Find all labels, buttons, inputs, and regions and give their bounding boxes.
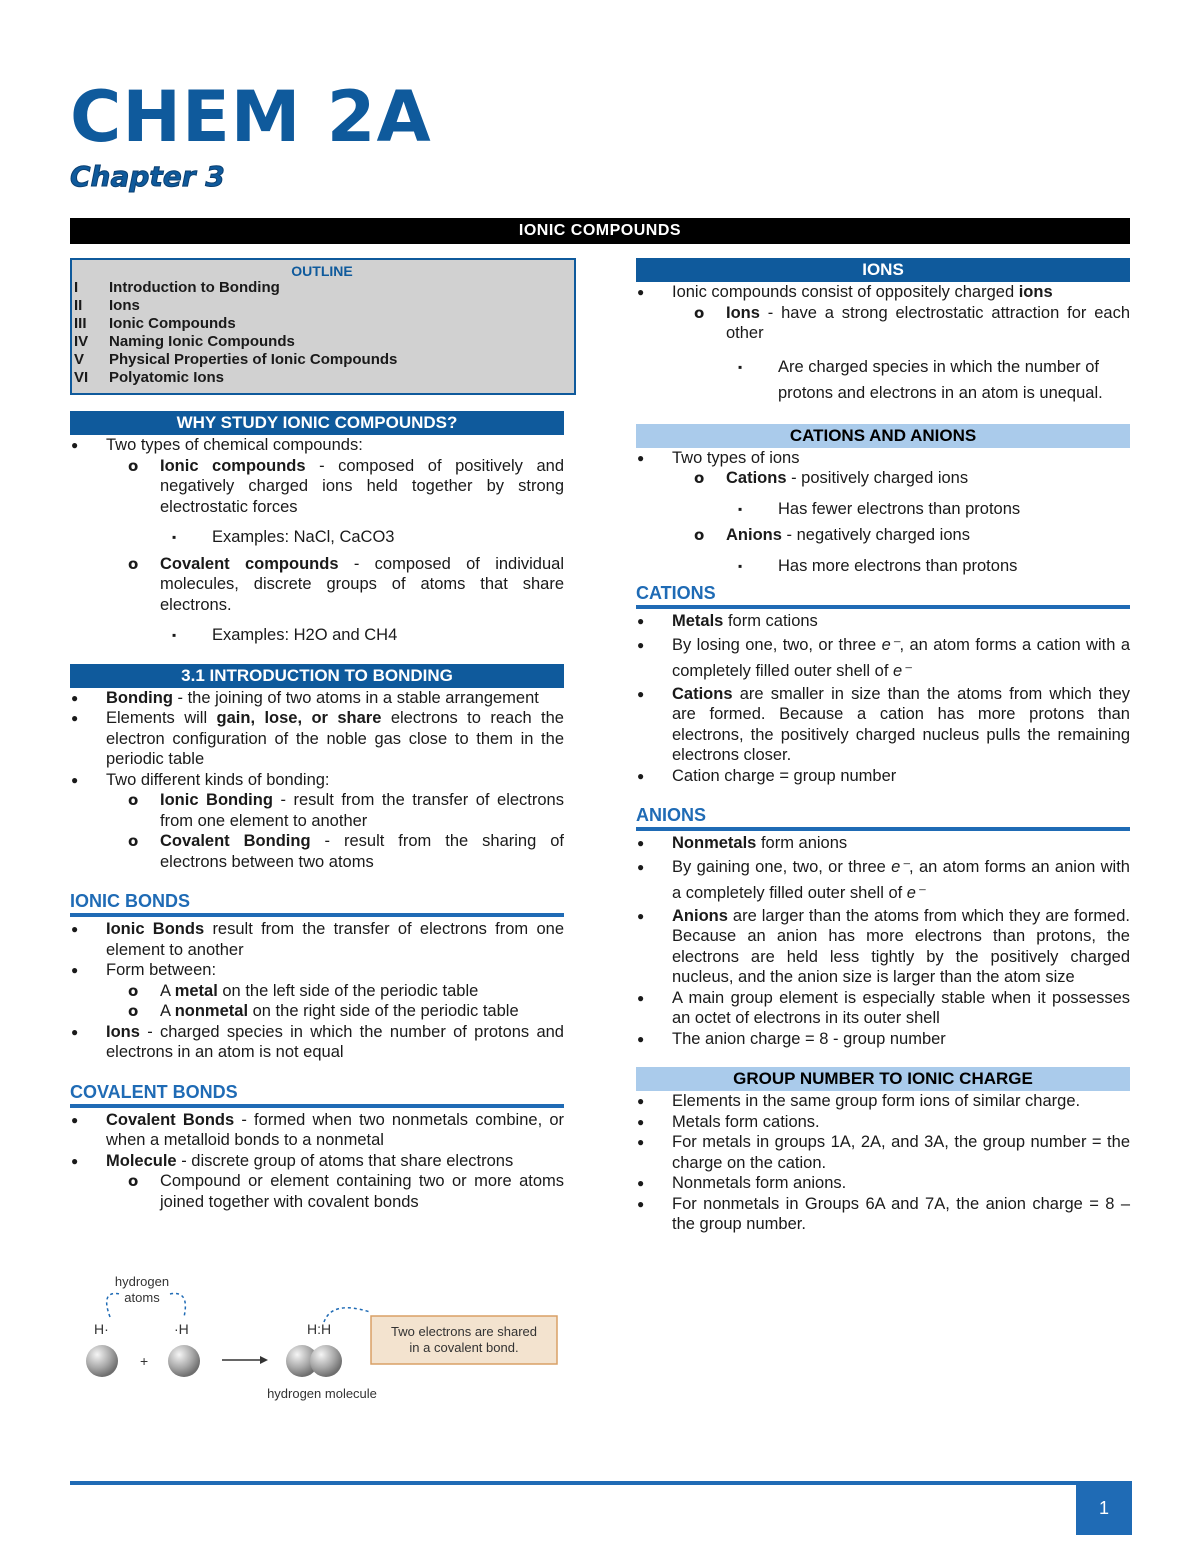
- hydrogen-atom-icon: [310, 1345, 342, 1377]
- list-item: o Covalent compounds - composed of individual molecules, discrete groups of atoms that share electrons.: [70, 554, 564, 616]
- hydrogen-atom-icon: [86, 1345, 118, 1377]
- list-item: ● Cation charge = group number: [636, 766, 1130, 787]
- hydrogen-atom-icon: [168, 1345, 200, 1377]
- left-arrow-icon: [107, 1293, 120, 1317]
- list-item: ● By gaining one, two, or three e⁻, an atom forms an anion with a completely filled outer shell of e⁻: [636, 854, 1130, 906]
- h-right-label: ·H: [174, 1321, 189, 1337]
- ionic-bonds-heading: IONIC BONDS: [70, 890, 564, 917]
- hydrogen-molecule-figure: [80, 1270, 570, 1410]
- outline-item: VI Polyatomic Ions: [74, 369, 225, 386]
- why-study-banner: WHY STUDY IONIC COMPOUNDS?: [70, 411, 564, 435]
- right-column: [636, 258, 1130, 1235]
- list-item: ● For nonmetals in Groups 6A and 7A, the anion charge = 8 – the group number.: [636, 1194, 1130, 1235]
- list-item: ▪ Has more electrons than protons: [636, 556, 1130, 577]
- list-item: ● Ions - charged species in which the number of protons and electrons in an atom is not equal: [70, 1022, 564, 1063]
- h-left-label: H·: [94, 1321, 109, 1337]
- list-item: ● Two types of chemical compounds:: [70, 435, 564, 456]
- covalent-bonds-heading: COVALENT BONDS: [70, 1081, 564, 1108]
- list-item: ● Nonmetals form anions.: [636, 1173, 1130, 1194]
- outline-item: III Ionic Compounds: [74, 315, 236, 332]
- list-item: ● Bonding - the joining of two atoms in a stable arrangement: [70, 688, 564, 709]
- left-column: [70, 258, 564, 1212]
- list-item: ● Metals form cations.: [636, 1112, 1130, 1133]
- list-item: o A nonmetal on the right side of the periodic table: [70, 1001, 564, 1022]
- page-number: 1: [1076, 1481, 1132, 1535]
- footer-rule: [70, 1481, 1080, 1485]
- list-item: ● Elements will gain, lose, or share electrons to reach the electron configuration of the noble gas close to them in the periodic table: [70, 708, 564, 770]
- list-item: ● For metals in groups 1A, 2A, and 3A, the group number = the charge on the cation.: [636, 1132, 1130, 1173]
- list-item: ● By losing one, two, or three e⁻, an atom forms a cation with a completely filled outer shell of e⁻: [636, 632, 1130, 684]
- cations-heading: CATIONS: [636, 582, 1130, 609]
- list-item: o Ionic compounds - composed of positively and negatively charged ions held together by strong electrostatic forces: [70, 456, 564, 518]
- list-item: ● The anion charge = 8 - group number: [636, 1029, 1130, 1050]
- outline-item: II Ions: [74, 297, 140, 314]
- outline-item: IV Naming Ionic Compounds: [74, 333, 295, 350]
- right-arrow-icon: [170, 1293, 185, 1317]
- list-item: ● Elements in the same group form ions of similar charge.: [636, 1091, 1130, 1112]
- ions-banner: IONS: [636, 258, 1130, 282]
- outline-item: V Physical Properties of Ionic Compounds: [74, 351, 398, 368]
- list-item: ● Two types of ions: [636, 448, 1130, 469]
- anions-heading: ANIONS: [636, 804, 1130, 831]
- list-item: ● Anions are larger than the atoms from which they are formed. Because an anion has more electrons than protons, the electrons are held less tightly by the positively charged nucleus, and the anion size is larger than the atom size: [636, 906, 1130, 988]
- outline-item: I Introduction to Bonding: [74, 279, 280, 296]
- list-item: ● Covalent Bonds - formed when two nonmetals combine, or when a metalloid bonds to a nonmetal: [70, 1110, 564, 1151]
- hydrogen-bond-diagram: [80, 1270, 570, 1410]
- list-item: ▪ Are charged species in which the number of protons and electrons in an atom is unequal.: [636, 354, 1130, 406]
- list-item: ● Ionic Bonds result from the transfer of electrons from one element to another: [70, 919, 564, 960]
- list-item: o A metal on the left side of the periodic table: [70, 981, 564, 1002]
- list-item: o Compound or element containing two or more atoms joined together with covalent bonds: [70, 1171, 564, 1212]
- list-item: o Anions - negatively charged ions: [636, 525, 1130, 546]
- callout-arrow-icon: [324, 1308, 370, 1322]
- list-item: ● Two different kinds of bonding:: [70, 770, 564, 791]
- list-item: ● Molecule - discrete group of atoms that share electrons: [70, 1151, 564, 1172]
- callout-text: Two electrons are shared in a covalent bond.: [391, 1324, 537, 1355]
- plus-sign: +: [140, 1353, 149, 1369]
- intro-banner: 3.1 INTRODUCTION TO BONDING: [70, 664, 564, 688]
- document-title: CHEM 2A: [70, 76, 432, 158]
- list-item: ▪ Has fewer electrons than protons: [636, 499, 1130, 520]
- outline-heading: OUTLINE: [291, 263, 353, 279]
- arrowhead-icon: [260, 1356, 268, 1364]
- topic-bar: IONIC COMPOUNDS: [70, 218, 1130, 244]
- list-item: o Cations - positively charged ions: [636, 468, 1130, 489]
- h2-label: H:H: [307, 1321, 332, 1337]
- list-item: o Ionic Bonding - result from the transfer of electrons from one element to another: [70, 790, 564, 831]
- hydrogen-molecule-label: hydrogen molecule: [267, 1386, 377, 1401]
- list-item: o Ions - have a strong electrostatic attraction for each other: [636, 303, 1130, 344]
- list-item: ● Ionic compounds consist of oppositely charged ions: [636, 282, 1130, 303]
- list-item: ▪ Examples: H2O and CH4: [70, 625, 564, 646]
- list-item: ● Nonmetals form anions: [636, 833, 1130, 854]
- chapter-subtitle: Chapter 3: [70, 160, 225, 193]
- list-item: ● Cations are smaller in size than the atoms from which they are formed. Because a cation has more protons than electrons, the positively charged nucleus pulls the remaining electrons closer.: [636, 684, 1130, 766]
- group-number-banner: GROUP NUMBER TO IONIC CHARGE: [636, 1067, 1130, 1091]
- list-item: ● Form between:: [70, 960, 564, 981]
- list-item: ▪ Examples: NaCl, CaCO3: [70, 527, 564, 548]
- list-item: o Covalent Bonding - result from the sharing of electrons between two atoms: [70, 831, 564, 872]
- outline-box: [70, 258, 576, 395]
- cations-anions-banner: CATIONS AND ANIONS: [636, 424, 1130, 448]
- list-item: ● Metals form cations: [636, 611, 1130, 632]
- hydrogen-atoms-label: hydrogen atoms: [114, 1274, 170, 1305]
- list-item: ● A main group element is especially stable when it possesses an octet of electrons in its outer shell: [636, 988, 1130, 1029]
